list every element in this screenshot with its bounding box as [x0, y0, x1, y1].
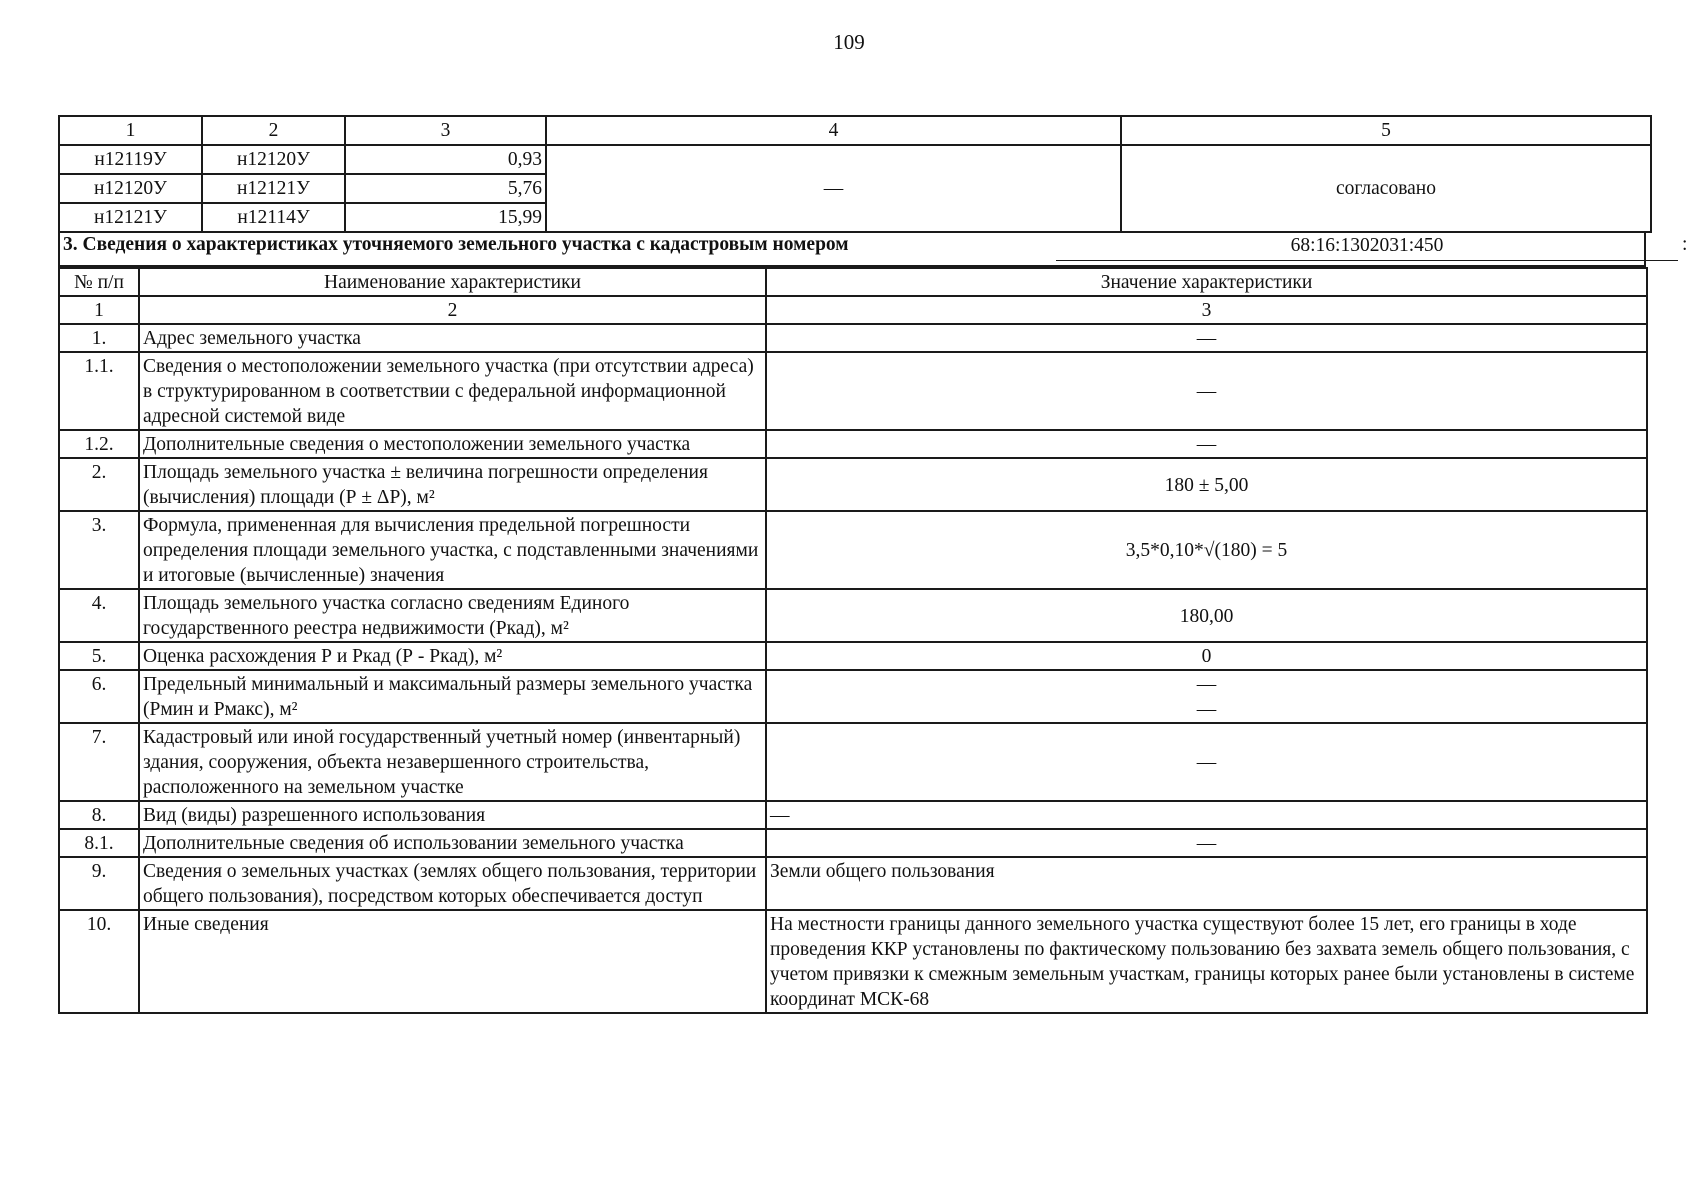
- characteristic-value: 180,00: [766, 589, 1647, 642]
- point-to: н12120У: [202, 145, 345, 174]
- col4-value: [546, 145, 1121, 232]
- characteristic-value: 3,5*0,10*√(180) = 5: [766, 511, 1647, 589]
- row-number: 2.: [59, 458, 139, 511]
- header-cell: 5: [1121, 116, 1651, 145]
- segments-table: [58, 115, 1652, 233]
- header-cell: 1: [59, 296, 139, 324]
- table-row: [59, 589, 1647, 642]
- row-number: 3.: [59, 511, 139, 589]
- row-number: 1.1.: [59, 352, 139, 430]
- point-from: н12120У: [59, 174, 202, 203]
- characteristic-value: —: [766, 723, 1647, 801]
- column-numbers-row: [59, 296, 1647, 324]
- section-title: 3. Сведения о характеристиках уточняемого земельного участка с кадастровым номером: [63, 234, 849, 255]
- table-row: [59, 324, 1647, 352]
- point-to: н12114У: [202, 203, 345, 232]
- table-header-row: [59, 268, 1647, 296]
- table-row: [59, 511, 1647, 589]
- approval-status: согласовано: [1121, 145, 1651, 232]
- point-to: н12121У: [202, 174, 345, 203]
- header-cell: Значение характеристики: [766, 268, 1647, 296]
- header-cell: 1: [59, 116, 202, 145]
- row-number: 6.: [59, 670, 139, 723]
- header-cell: 2: [202, 116, 345, 145]
- table-row: [59, 145, 1651, 174]
- row-number: 9.: [59, 857, 139, 910]
- characteristic-name: Сведения о местоположении земельного участка (при отсутствии адреса) в структурированном в соответствии с федеральной информационной адресной системой виде: [139, 352, 766, 430]
- table-row: [59, 642, 1647, 670]
- characteristic-value: На местности границы данного земельного участка существуют более 15 лет, его границы в ходе проведения ККР установлены по фактическому пользованию без захвата земель общего пользования, с учетом привязки к смежным земельным участкам, границы которых ранее были установлены в системе координат МСК-68: [766, 910, 1647, 1013]
- row-number: 7.: [59, 723, 139, 801]
- characteristic-value: 0: [766, 642, 1647, 670]
- segment-length: 0,93: [345, 145, 546, 174]
- header-cell: 3: [766, 296, 1647, 324]
- characteristic-value: 180 ± 5,00: [766, 458, 1647, 511]
- characteristic-value: —: [766, 829, 1647, 857]
- section-title-bar: [58, 232, 1688, 267]
- characteristic-name: Адрес земельного участка: [139, 324, 766, 352]
- characteristic-value-pair: [766, 670, 1647, 723]
- table-row: [59, 801, 1647, 829]
- segment-length: 15,99: [345, 203, 546, 232]
- row-number: 1.2.: [59, 430, 139, 458]
- characteristic-name: Площадь земельного участка согласно сведениям Единого государственного реестра недвижимости (Ркад), м²: [139, 589, 766, 642]
- characteristic-value: —: [766, 324, 1647, 352]
- cadastral-number: 68:16:1302031:450: [1056, 232, 1678, 261]
- header-cell: Наименование характеристики: [139, 268, 766, 296]
- table-header-row: [59, 116, 1651, 145]
- header-cell: № п/п: [59, 268, 139, 296]
- table-row: [59, 723, 1647, 801]
- page-number: 109: [833, 30, 865, 54]
- characteristics-table: [58, 267, 1648, 1014]
- table-row: [59, 458, 1647, 511]
- characteristic-name: Оценка расхождения Р и Ркад (Р - Ркад), м²: [139, 642, 766, 670]
- characteristic-value: Земли общего пользования: [766, 857, 1647, 910]
- row-number: 4.: [59, 589, 139, 642]
- characteristic-name: Формула, примененная для вычисления предельной погрешности определения площади земельного участка, с подставленными значениями и итоговые (вычисленные) значения: [139, 511, 766, 589]
- row-number: 10.: [59, 910, 139, 1013]
- characteristic-name: Сведения о земельных участках (землях общего пользования, территории общего пользования), посредством которых обеспечивается доступ: [139, 857, 766, 910]
- characteristic-name: Вид (виды) разрешенного использования: [139, 801, 766, 829]
- row-number: 8.: [59, 801, 139, 829]
- row-number: 1.: [59, 324, 139, 352]
- characteristic-name: Площадь земельного участка ± величина погрешности определения (вычисления) площади (Р ± ΔР), м²: [139, 458, 766, 511]
- characteristic-value: —: [766, 801, 1647, 829]
- max-size-value: —: [1196, 699, 1217, 720]
- characteristic-name: Дополнительные сведения о местоположении земельного участка: [139, 430, 766, 458]
- header-cell: 4: [546, 116, 1121, 145]
- point-from: н12121У: [59, 203, 202, 232]
- row-number: 8.1.: [59, 829, 139, 857]
- table-row: [59, 910, 1647, 1013]
- table-row: [59, 670, 1647, 723]
- characteristic-name: Иные сведения: [139, 910, 766, 1013]
- min-size-value: —: [1196, 674, 1217, 695]
- table-row: [59, 352, 1647, 430]
- point-from: н12119У: [59, 145, 202, 174]
- characteristic-name: Дополнительные сведения об использовании земельного участка: [139, 829, 766, 857]
- table-row: [59, 430, 1647, 458]
- characteristic-value: —: [766, 430, 1647, 458]
- dash-value: —: [823, 178, 844, 199]
- header-cell: 3: [345, 116, 546, 145]
- segment-length: 5,76: [345, 174, 546, 203]
- row-number: 5.: [59, 642, 139, 670]
- table-row: [59, 829, 1647, 857]
- table-row: [59, 857, 1647, 910]
- characteristic-name: Предельный минимальный и максимальный размеры земельного участка (Рмин и Рмакс), м²: [139, 670, 766, 723]
- characteristic-value: —: [766, 352, 1647, 430]
- title-colon: :: [1682, 234, 1688, 255]
- header-cell: 2: [139, 296, 766, 324]
- characteristic-name: Кадастровый или иной государственный учетный номер (инвентарный) здания, сооружения, объекта незавершенного строительства, расположенного на земельном участке: [139, 723, 766, 801]
